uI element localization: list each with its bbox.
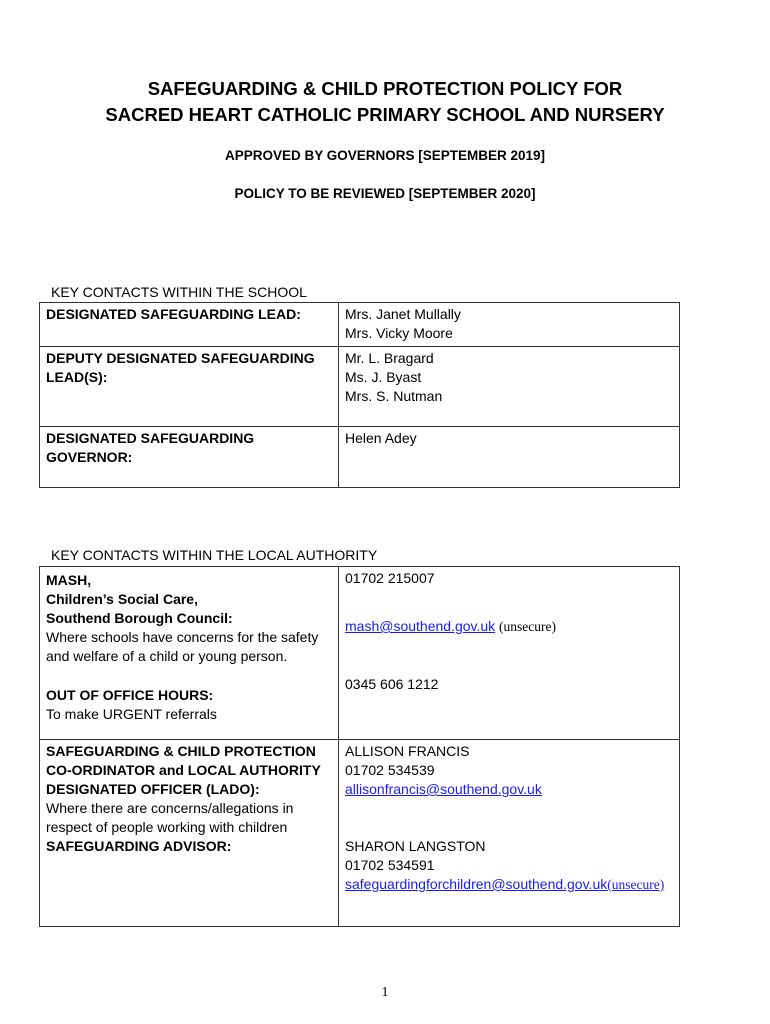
lado-phone-2: 01702 534591 <box>345 857 435 873</box>
table-row <box>40 427 680 488</box>
ooh-title: OUT OF OFFICE HOURS: <box>46 687 214 703</box>
lado-label-cell <box>40 740 339 927</box>
deputy-dsl-values <box>339 347 680 427</box>
mash-email-line <box>345 617 673 636</box>
title-line-2: SACRED HEART CATHOLIC PRIMARY SCHOOL AND NURSERY <box>105 104 665 125</box>
advisor-title: SAFEGUARDING ADVISOR: <box>46 838 232 854</box>
lado-email-2-link[interactable]: safeguardingforchildren@southend.gov.uk <box>345 876 608 892</box>
dsl-label: DESIGNATED SAFEGUARDING LEAD: <box>40 303 339 347</box>
mash-subtitle-2: Southend Borough Council: <box>46 610 233 626</box>
school-contacts-heading: KEY CONTACTS WITHIN THE SCHOOL <box>51 284 307 300</box>
governor-values <box>339 427 680 488</box>
lado-name-1: ALLISON FRANCIS <box>345 743 470 759</box>
dsl-name-1: Mrs. Janet Mullally <box>345 306 461 322</box>
table-row <box>40 303 680 347</box>
mash-subtitle-1: Children’s Social Care, <box>46 591 198 607</box>
lado-values-cell <box>339 740 680 927</box>
review-line: POLICY TO BE REVIEWED [SEPTEMBER 2020] <box>234 186 536 201</box>
deputy-dsl-label: DEPUTY DESIGNATED SAFEGUARDING LEAD(S): <box>40 347 339 427</box>
mash-title: MASH, <box>46 572 92 588</box>
mash-phone: 01702 215007 <box>345 570 435 586</box>
dsl-values <box>339 303 680 347</box>
lado-email-1-link[interactable]: allisonfrancis@southend.gov.uk <box>345 781 542 797</box>
mash-email-note: (unsecure) <box>499 619 557 634</box>
lado-name-2: SHARON LANGSTON <box>345 838 486 854</box>
ooh-description: To make URGENT referrals <box>46 706 217 722</box>
mash-label-cell <box>40 567 339 740</box>
page-title <box>0 76 770 128</box>
lado-email-2-line <box>345 875 673 894</box>
la-contacts-table <box>39 566 680 927</box>
lado-email-2-note: (unsecure) <box>607 877 665 892</box>
table-row <box>40 567 680 740</box>
deputy-name-2: Ms. J. Byast <box>345 369 422 385</box>
mash-values-cell <box>339 567 680 740</box>
school-contacts-table <box>39 302 680 488</box>
governor-name: Helen Adey <box>345 430 417 446</box>
deputy-name-3: Mrs. S. Nutman <box>345 388 443 404</box>
la-contacts-heading: KEY CONTACTS WITHIN THE LOCAL AUTHORITY <box>51 547 378 563</box>
governor-label: DESIGNATED SAFEGUARDING GOVERNOR: <box>40 427 339 488</box>
ooh-phone: 0345 606 1212 <box>345 676 439 692</box>
page-number: 1 <box>381 985 389 1000</box>
lado-title: SAFEGUARDING & CHILD PROTECTION CO-ORDINATOR and LOCAL AUTHORITY DESIGNATED OFFICER (LADO): <box>46 743 321 797</box>
approved-line: APPROVED BY GOVERNORS [SEPTEMBER 2019] <box>224 148 546 163</box>
title-line-1: SAFEGUARDING & CHILD PROTECTION POLICY FOR <box>147 78 623 99</box>
deputy-name-1: Mr. L. Bragard <box>345 350 434 366</box>
mash-description: Where schools have concerns for the safety and welfare of a child or young person. <box>46 629 319 664</box>
table-row <box>40 740 680 927</box>
lado-phone-1: 01702 534539 <box>345 762 435 778</box>
lado-description: Where there are concerns/allegations in respect of people working with children <box>46 800 294 835</box>
mash-email-link[interactable]: mash@southend.gov.uk <box>345 618 496 634</box>
dsl-name-2: Mrs. Vicky Moore <box>345 325 453 341</box>
table-row <box>40 347 680 427</box>
